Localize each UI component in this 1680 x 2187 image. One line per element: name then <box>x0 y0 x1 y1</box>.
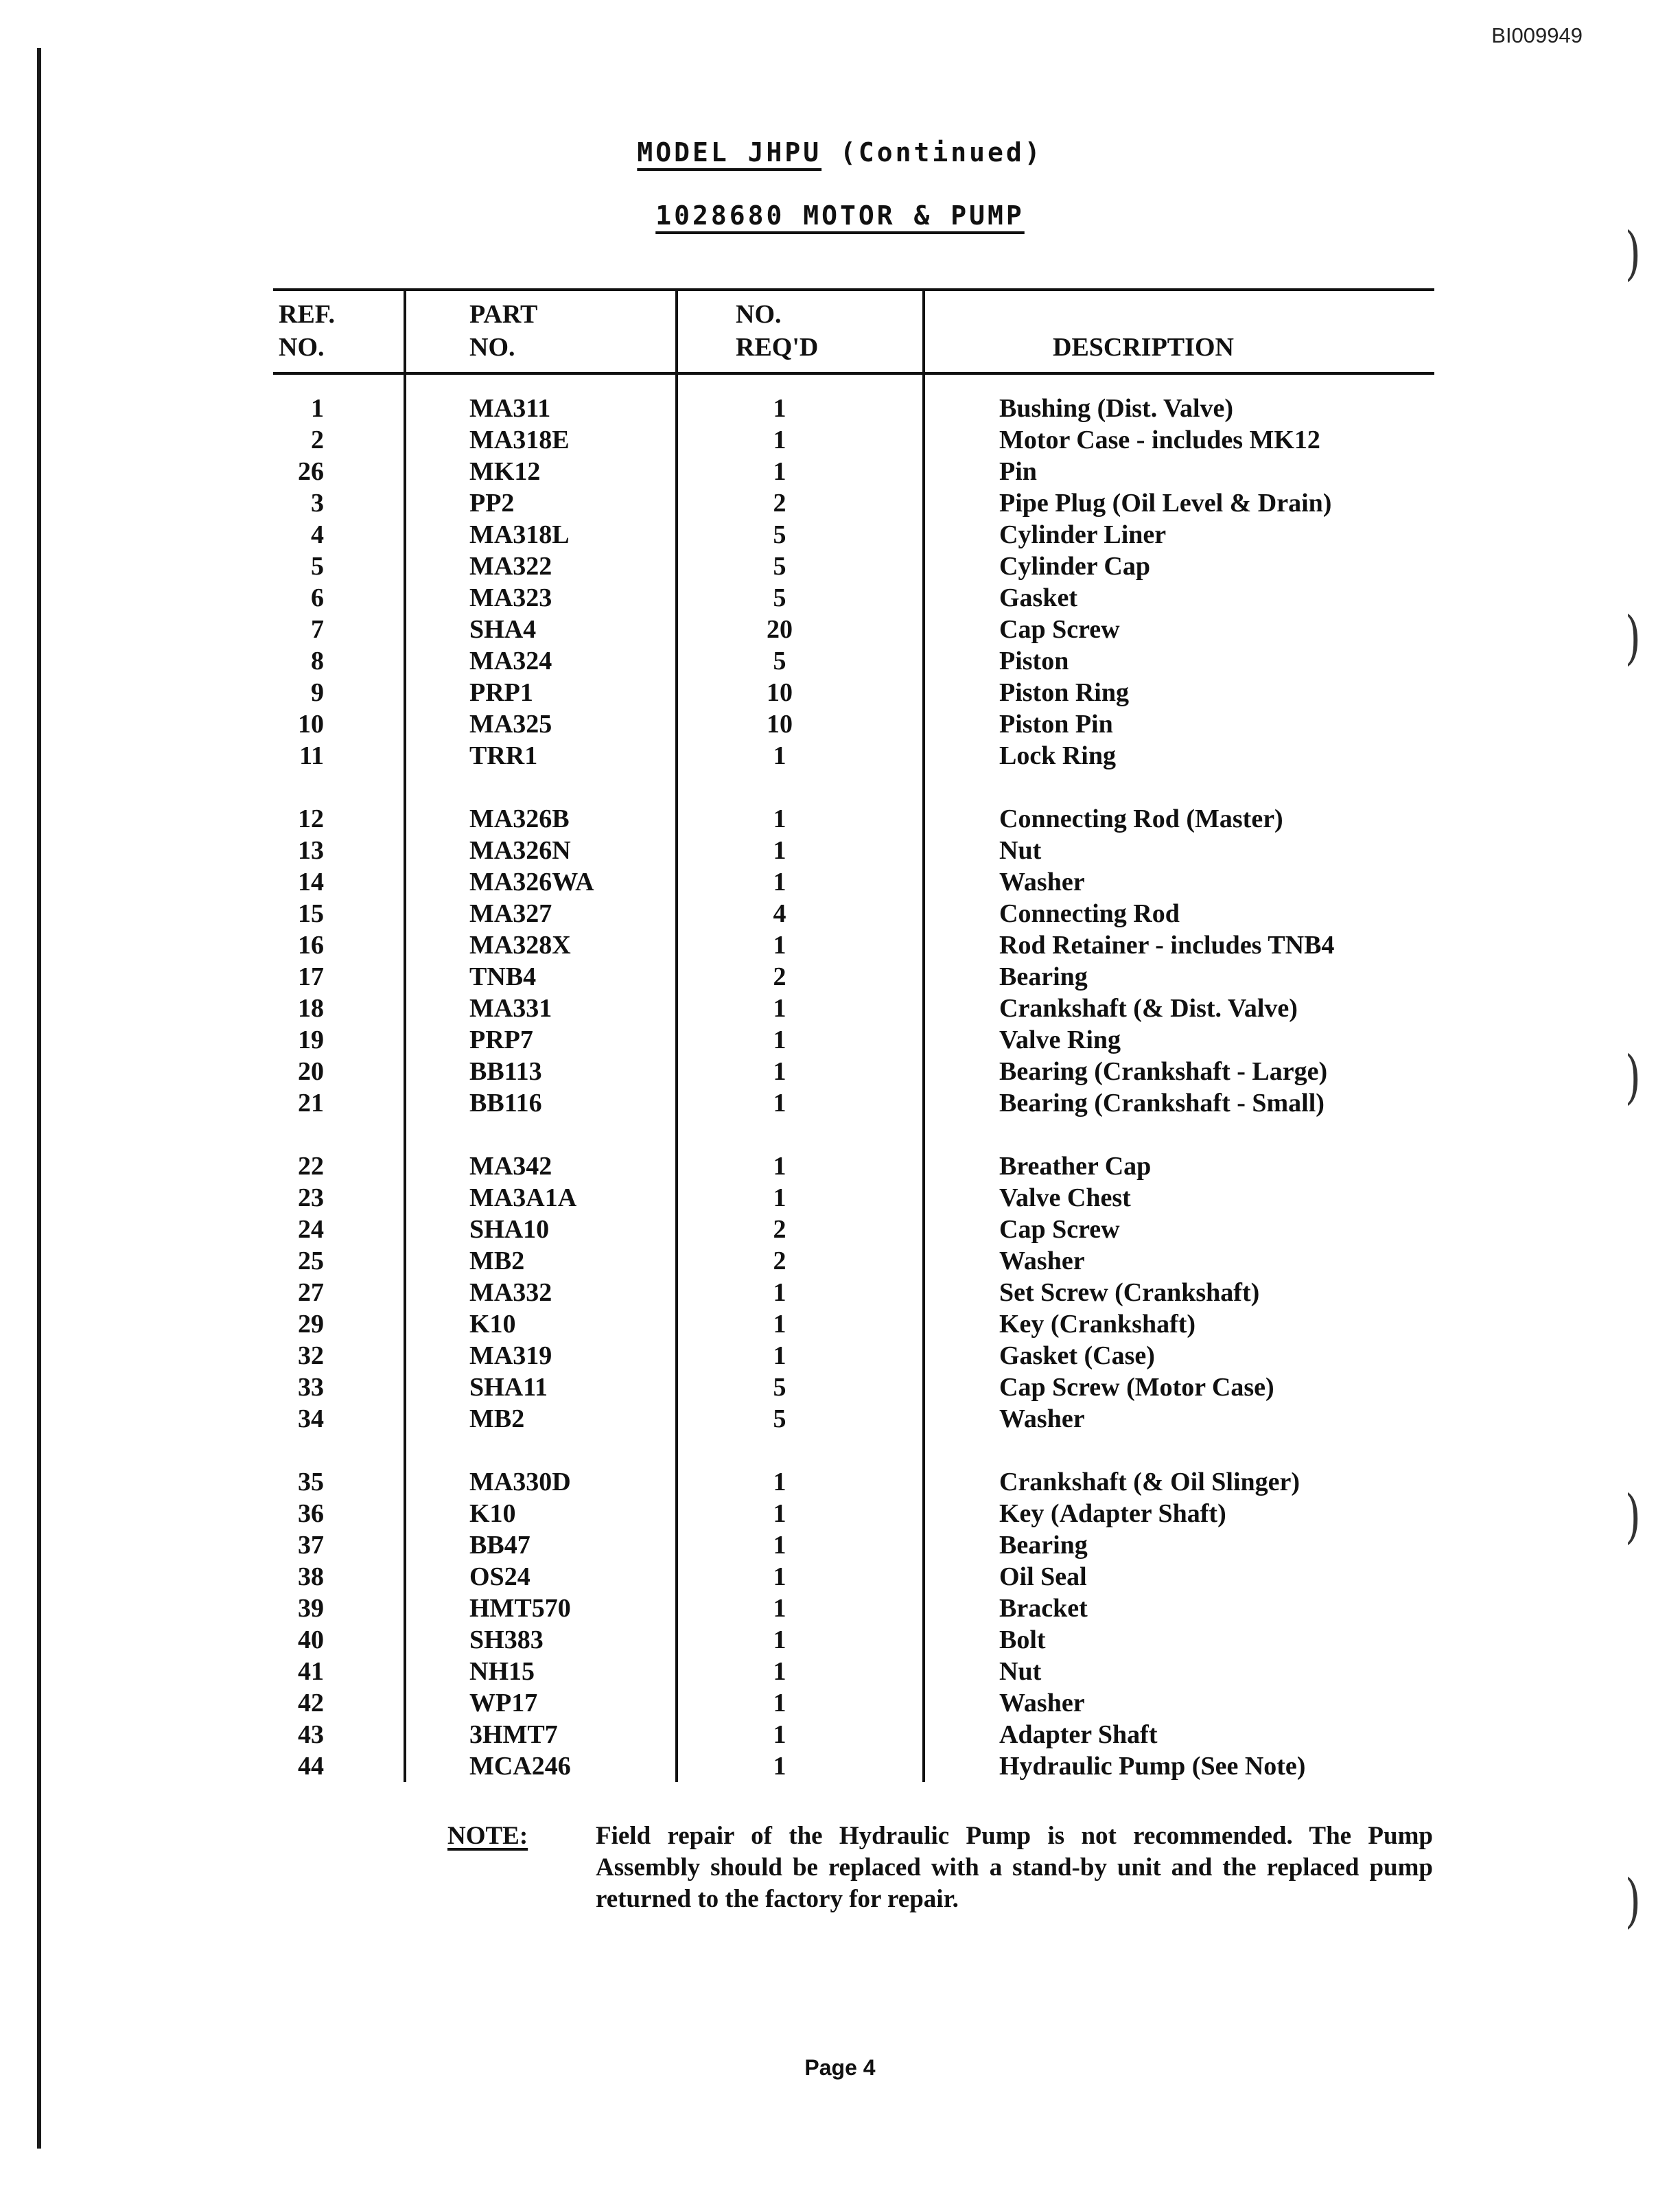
description-cell: Washer <box>924 1245 1434 1277</box>
ref-cell: 17 <box>298 962 324 991</box>
header-qty-required: NO. REQ'D <box>677 290 924 373</box>
ref-cell: 23 <box>298 1183 324 1212</box>
ref-cell: 35 <box>298 1468 324 1496</box>
ref-cell: 32 <box>298 1341 324 1370</box>
table-body <box>273 373 1434 1782</box>
ref-cell: 1 <box>311 394 324 423</box>
part-no-cell: SHA4 <box>405 614 677 645</box>
description-cell: Cylinder Liner <box>924 519 1434 551</box>
part-no-cell: MA326WA <box>405 866 677 898</box>
table-row <box>273 1561 1434 1593</box>
qty-cell: 1 <box>677 1498 924 1529</box>
description-cell: Piston Pin <box>924 708 1434 740</box>
table-row <box>273 614 1434 645</box>
part-no-cell: NH15 <box>405 1656 677 1687</box>
qty-cell: 2 <box>677 961 924 993</box>
part-no-cell: MA326B <box>405 803 677 835</box>
description-cell: Motor Case - includes MK12 <box>924 424 1434 456</box>
qty-cell: 1 <box>677 929 924 961</box>
description-cell: Cylinder Cap <box>924 551 1434 582</box>
qty-cell: 1 <box>677 803 924 835</box>
description-cell: Lock Ring <box>924 740 1434 772</box>
qty-cell: 5 <box>677 1372 924 1403</box>
description-cell: Pin <box>924 456 1434 487</box>
spacer-cell <box>677 1435 924 1466</box>
qty-cell: 1 <box>677 1561 924 1593</box>
part-no-cell: MA323 <box>405 582 677 614</box>
description-cell: Bolt <box>924 1624 1434 1656</box>
qty-cell: 2 <box>677 487 924 519</box>
description-cell: Valve Chest <box>924 1182 1434 1214</box>
table-row <box>273 677 1434 708</box>
qty-cell: 1 <box>677 456 924 487</box>
description-cell: Washer <box>924 866 1434 898</box>
description-cell: Key (Adapter Shaft) <box>924 1498 1434 1529</box>
table-header <box>273 290 1434 373</box>
page-title <box>0 137 1680 167</box>
spacer-cell <box>405 772 677 803</box>
qty-cell: 1 <box>677 1529 924 1561</box>
qty-cell: 1 <box>677 1750 924 1782</box>
part-no-cell: MA328X <box>405 929 677 961</box>
part-no-cell: MB2 <box>405 1245 677 1277</box>
ref-cell: 36 <box>298 1499 324 1528</box>
description-cell: Connecting Rod <box>924 898 1434 929</box>
margin-mark: ) <box>1625 1867 1642 1934</box>
qty-cell: 5 <box>677 1403 924 1435</box>
table-row <box>273 929 1434 961</box>
part-no-cell: BB113 <box>405 1056 677 1087</box>
qty-cell: 1 <box>677 1340 924 1372</box>
table-row <box>273 1656 1434 1687</box>
ref-cell: 15 <box>298 899 324 928</box>
qty-cell: 5 <box>677 519 924 551</box>
part-no-cell: MA326N <box>405 835 677 866</box>
ref-cell: 10 <box>298 710 324 739</box>
part-no-cell: MA3A1A <box>405 1182 677 1214</box>
ref-cell: 20 <box>298 1057 324 1086</box>
description-cell: Pipe Plug (Oil Level & Drain) <box>924 487 1434 519</box>
ref-cell: 27 <box>298 1278 324 1307</box>
table-row <box>273 551 1434 582</box>
description-cell: Bearing (Crankshaft - Large) <box>924 1056 1434 1087</box>
header-ref-no: REF. NO. <box>273 290 405 373</box>
description-cell: Piston Ring <box>924 677 1434 708</box>
header-description: DESCRIPTION <box>924 290 1434 373</box>
description-cell: Piston <box>924 645 1434 677</box>
qty-cell: 1 <box>677 1056 924 1087</box>
table-row <box>273 1466 1434 1498</box>
ref-cell: 5 <box>311 552 324 581</box>
ref-cell: 38 <box>298 1562 324 1591</box>
part-no-cell: MA325 <box>405 708 677 740</box>
description-cell: Nut <box>924 1656 1434 1687</box>
spacer-cell <box>924 1119 1434 1150</box>
spacer-cell <box>405 1119 677 1150</box>
description-cell: Bearing (Crankshaft - Small) <box>924 1087 1434 1119</box>
part-no-cell: MK12 <box>405 456 677 487</box>
group-spacer <box>273 1119 1434 1150</box>
parts-table <box>273 288 1434 1782</box>
description-cell: Washer <box>924 1687 1434 1719</box>
description-cell: Hydraulic Pump (See Note) <box>924 1750 1434 1782</box>
table-row <box>273 898 1434 929</box>
group-spacer <box>273 1435 1434 1466</box>
qty-cell: 1 <box>677 1182 924 1214</box>
qty-cell: 1 <box>677 424 924 456</box>
ref-cell: 22 <box>298 1152 324 1181</box>
description-cell: Cap Screw (Motor Case) <box>924 1372 1434 1403</box>
header-part-no: PART NO. <box>405 290 677 373</box>
qty-cell: 1 <box>677 1024 924 1056</box>
group-spacer <box>273 772 1434 803</box>
part-no-cell: MB2 <box>405 1403 677 1435</box>
part-no-cell: TRR1 <box>405 740 677 772</box>
ref-cell: 12 <box>298 805 324 833</box>
qty-cell: 4 <box>677 898 924 929</box>
table-row <box>273 1024 1434 1056</box>
table-row <box>273 487 1434 519</box>
qty-cell: 1 <box>677 1593 924 1624</box>
table-row <box>273 740 1434 772</box>
description-cell: Key (Crankshaft) <box>924 1308 1434 1340</box>
qty-cell: 1 <box>677 835 924 866</box>
description-cell: Oil Seal <box>924 1561 1434 1593</box>
part-no-cell: K10 <box>405 1498 677 1529</box>
qty-cell: 2 <box>677 1214 924 1245</box>
part-no-cell: K10 <box>405 1308 677 1340</box>
qty-cell: 1 <box>677 993 924 1024</box>
spacer-cell <box>677 1119 924 1150</box>
spacer-cell <box>273 772 405 803</box>
part-no-cell: MA327 <box>405 898 677 929</box>
qty-cell: 1 <box>677 1308 924 1340</box>
part-no-cell: BB116 <box>405 1087 677 1119</box>
ref-cell: 25 <box>298 1247 324 1275</box>
page-number: Page 4 <box>804 2055 876 2080</box>
qty-cell: 1 <box>677 866 924 898</box>
part-no-cell: MA330D <box>405 1466 677 1498</box>
qty-cell: 5 <box>677 645 924 677</box>
part-no-cell: WP17 <box>405 1687 677 1719</box>
ref-cell: 21 <box>298 1089 324 1118</box>
ref-cell: 34 <box>298 1404 324 1433</box>
part-no-cell: PRP1 <box>405 677 677 708</box>
ref-cell: 42 <box>298 1689 324 1717</box>
note-label: NOTE: <box>447 1822 528 1850</box>
table-row <box>273 803 1434 835</box>
part-no-cell: MA318E <box>405 424 677 456</box>
qty-cell: 1 <box>677 1466 924 1498</box>
part-no-cell: MA331 <box>405 993 677 1024</box>
part-no-cell: MA318L <box>405 519 677 551</box>
ref-cell: 3 <box>311 489 324 518</box>
ref-cell: 8 <box>311 647 324 675</box>
table-row <box>273 1529 1434 1561</box>
description-cell: Connecting Rod (Master) <box>924 803 1434 835</box>
spacer-cell <box>677 772 924 803</box>
table-row <box>273 582 1434 614</box>
qty-cell: 1 <box>677 1277 924 1308</box>
part-no-cell: SHA11 <box>405 1372 677 1403</box>
part-no-cell: 3HMT7 <box>405 1719 677 1750</box>
ref-cell: 44 <box>298 1752 324 1781</box>
part-no-cell: HMT570 <box>405 1593 677 1624</box>
table-row <box>273 1719 1434 1750</box>
table-row <box>273 1277 1434 1308</box>
part-no-cell: SHA10 <box>405 1214 677 1245</box>
spacer-cell <box>405 1435 677 1466</box>
ref-cell: 33 <box>298 1373 324 1402</box>
qty-cell: 1 <box>677 740 924 772</box>
margin-mark: ) <box>1625 604 1642 671</box>
qty-cell: 1 <box>677 1687 924 1719</box>
margin-mark: ) <box>1625 1483 1642 1550</box>
description-cell: Cap Screw <box>924 614 1434 645</box>
description-cell: Bracket <box>924 1593 1434 1624</box>
ref-cell: 40 <box>298 1625 324 1654</box>
ref-cell: 2 <box>311 426 324 454</box>
part-no-cell: BB47 <box>405 1529 677 1561</box>
part-no-cell: PRP7 <box>405 1024 677 1056</box>
table-row <box>273 708 1434 740</box>
ref-cell: 29 <box>298 1310 324 1339</box>
part-no-cell: MA322 <box>405 551 677 582</box>
qty-cell: 5 <box>677 582 924 614</box>
ref-cell: 6 <box>311 583 324 612</box>
description-cell: Bearing <box>924 1529 1434 1561</box>
description-cell: Gasket <box>924 582 1434 614</box>
spacer-cell <box>924 1435 1434 1466</box>
part-no-cell: PP2 <box>405 487 677 519</box>
ref-cell: 43 <box>298 1720 324 1749</box>
table-row <box>273 1308 1434 1340</box>
table-row <box>273 1593 1434 1624</box>
ref-cell: 16 <box>298 931 324 960</box>
description-cell: Gasket (Case) <box>924 1340 1434 1372</box>
table-row <box>273 1340 1434 1372</box>
table-row <box>273 1624 1434 1656</box>
qty-cell: 1 <box>677 1656 924 1687</box>
ref-cell: 9 <box>311 678 324 707</box>
table-row <box>273 1245 1434 1277</box>
part-no-cell: MA319 <box>405 1340 677 1372</box>
description-cell: Crankshaft (& Dist. Valve) <box>924 993 1434 1024</box>
description-cell: Adapter Shaft <box>924 1719 1434 1750</box>
part-no-cell: MA332 <box>405 1277 677 1308</box>
table-row <box>273 993 1434 1024</box>
ref-cell: 39 <box>298 1594 324 1623</box>
table-row <box>273 835 1434 866</box>
table-row <box>273 519 1434 551</box>
description-cell: Cap Screw <box>924 1214 1434 1245</box>
note-text: Field repair of the Hydraulic Pump is not recommended. The Pump Assembly should be replaced with a stand-by unit and the replaced pump returned to the factory for repair. <box>596 1822 1433 1913</box>
spacer-cell <box>924 772 1434 803</box>
table-row <box>273 866 1434 898</box>
section-subtitle <box>0 200 1680 231</box>
table-row <box>273 456 1434 487</box>
spacer-cell <box>273 1435 405 1466</box>
qty-cell: 1 <box>677 1087 924 1119</box>
ref-cell: 18 <box>298 994 324 1023</box>
table-row <box>273 1750 1434 1782</box>
table-row <box>273 1087 1434 1119</box>
ref-cell: 37 <box>298 1531 324 1560</box>
description-cell: Rod Retainer - includes TNB4 <box>924 929 1434 961</box>
qty-cell: 1 <box>677 1719 924 1750</box>
description-cell: Set Screw (Crankshaft) <box>924 1277 1434 1308</box>
qty-cell: 1 <box>677 1150 924 1182</box>
qty-cell: 1 <box>677 1624 924 1656</box>
description-cell: Nut <box>924 835 1434 866</box>
ref-cell: 13 <box>298 836 324 865</box>
description-cell: Bushing (Dist. Valve) <box>924 373 1434 424</box>
title-suffix: (Continued) <box>821 137 1043 167</box>
spacer-cell <box>273 1119 405 1150</box>
ref-cell: 19 <box>298 1026 324 1054</box>
part-no-cell: SH383 <box>405 1624 677 1656</box>
part-no-cell: MA311 <box>405 373 677 424</box>
ref-cell: 7 <box>311 615 324 644</box>
qty-cell: 20 <box>677 614 924 645</box>
margin-mark: ) <box>1625 220 1642 287</box>
table-row <box>273 1214 1434 1245</box>
model-name: MODEL JHPU <box>637 137 822 167</box>
qty-cell: 2 <box>677 1245 924 1277</box>
description-cell: Washer <box>924 1403 1434 1435</box>
subtitle-text: 1028680 MOTOR & PUMP <box>655 200 1025 231</box>
table-row <box>273 1403 1434 1435</box>
ref-cell: 4 <box>311 520 324 549</box>
table-row <box>273 961 1434 993</box>
binder-edge-line <box>37 48 41 2149</box>
ref-cell: 24 <box>298 1215 324 1244</box>
margin-mark: ) <box>1625 1043 1642 1111</box>
part-no-cell: MA324 <box>405 645 677 677</box>
part-no-cell: OS24 <box>405 1561 677 1593</box>
qty-cell: 5 <box>677 551 924 582</box>
description-cell: Crankshaft (& Oil Slinger) <box>924 1466 1434 1498</box>
table-row <box>273 1372 1434 1403</box>
qty-cell: 10 <box>677 708 924 740</box>
ref-cell: 14 <box>298 868 324 896</box>
table-row <box>273 373 1434 424</box>
qty-cell: 10 <box>677 677 924 708</box>
ref-cell: 26 <box>298 457 324 486</box>
table-row <box>273 1687 1434 1719</box>
table-row <box>273 1056 1434 1087</box>
part-no-cell: TNB4 <box>405 961 677 993</box>
table-row <box>273 645 1434 677</box>
description-cell: Breather Cap <box>924 1150 1434 1182</box>
table-row <box>273 424 1434 456</box>
document-id: BI009949 <box>1491 23 1583 47</box>
table-row <box>273 1498 1434 1529</box>
description-cell: Valve Ring <box>924 1024 1434 1056</box>
table-row <box>273 1182 1434 1214</box>
table-row <box>273 1150 1434 1182</box>
part-no-cell: MCA246 <box>405 1750 677 1782</box>
ref-cell: 41 <box>298 1657 324 1686</box>
description-cell: Bearing <box>924 961 1434 993</box>
qty-cell: 1 <box>677 373 924 424</box>
ref-cell: 11 <box>299 741 324 770</box>
part-no-cell: MA342 <box>405 1150 677 1182</box>
